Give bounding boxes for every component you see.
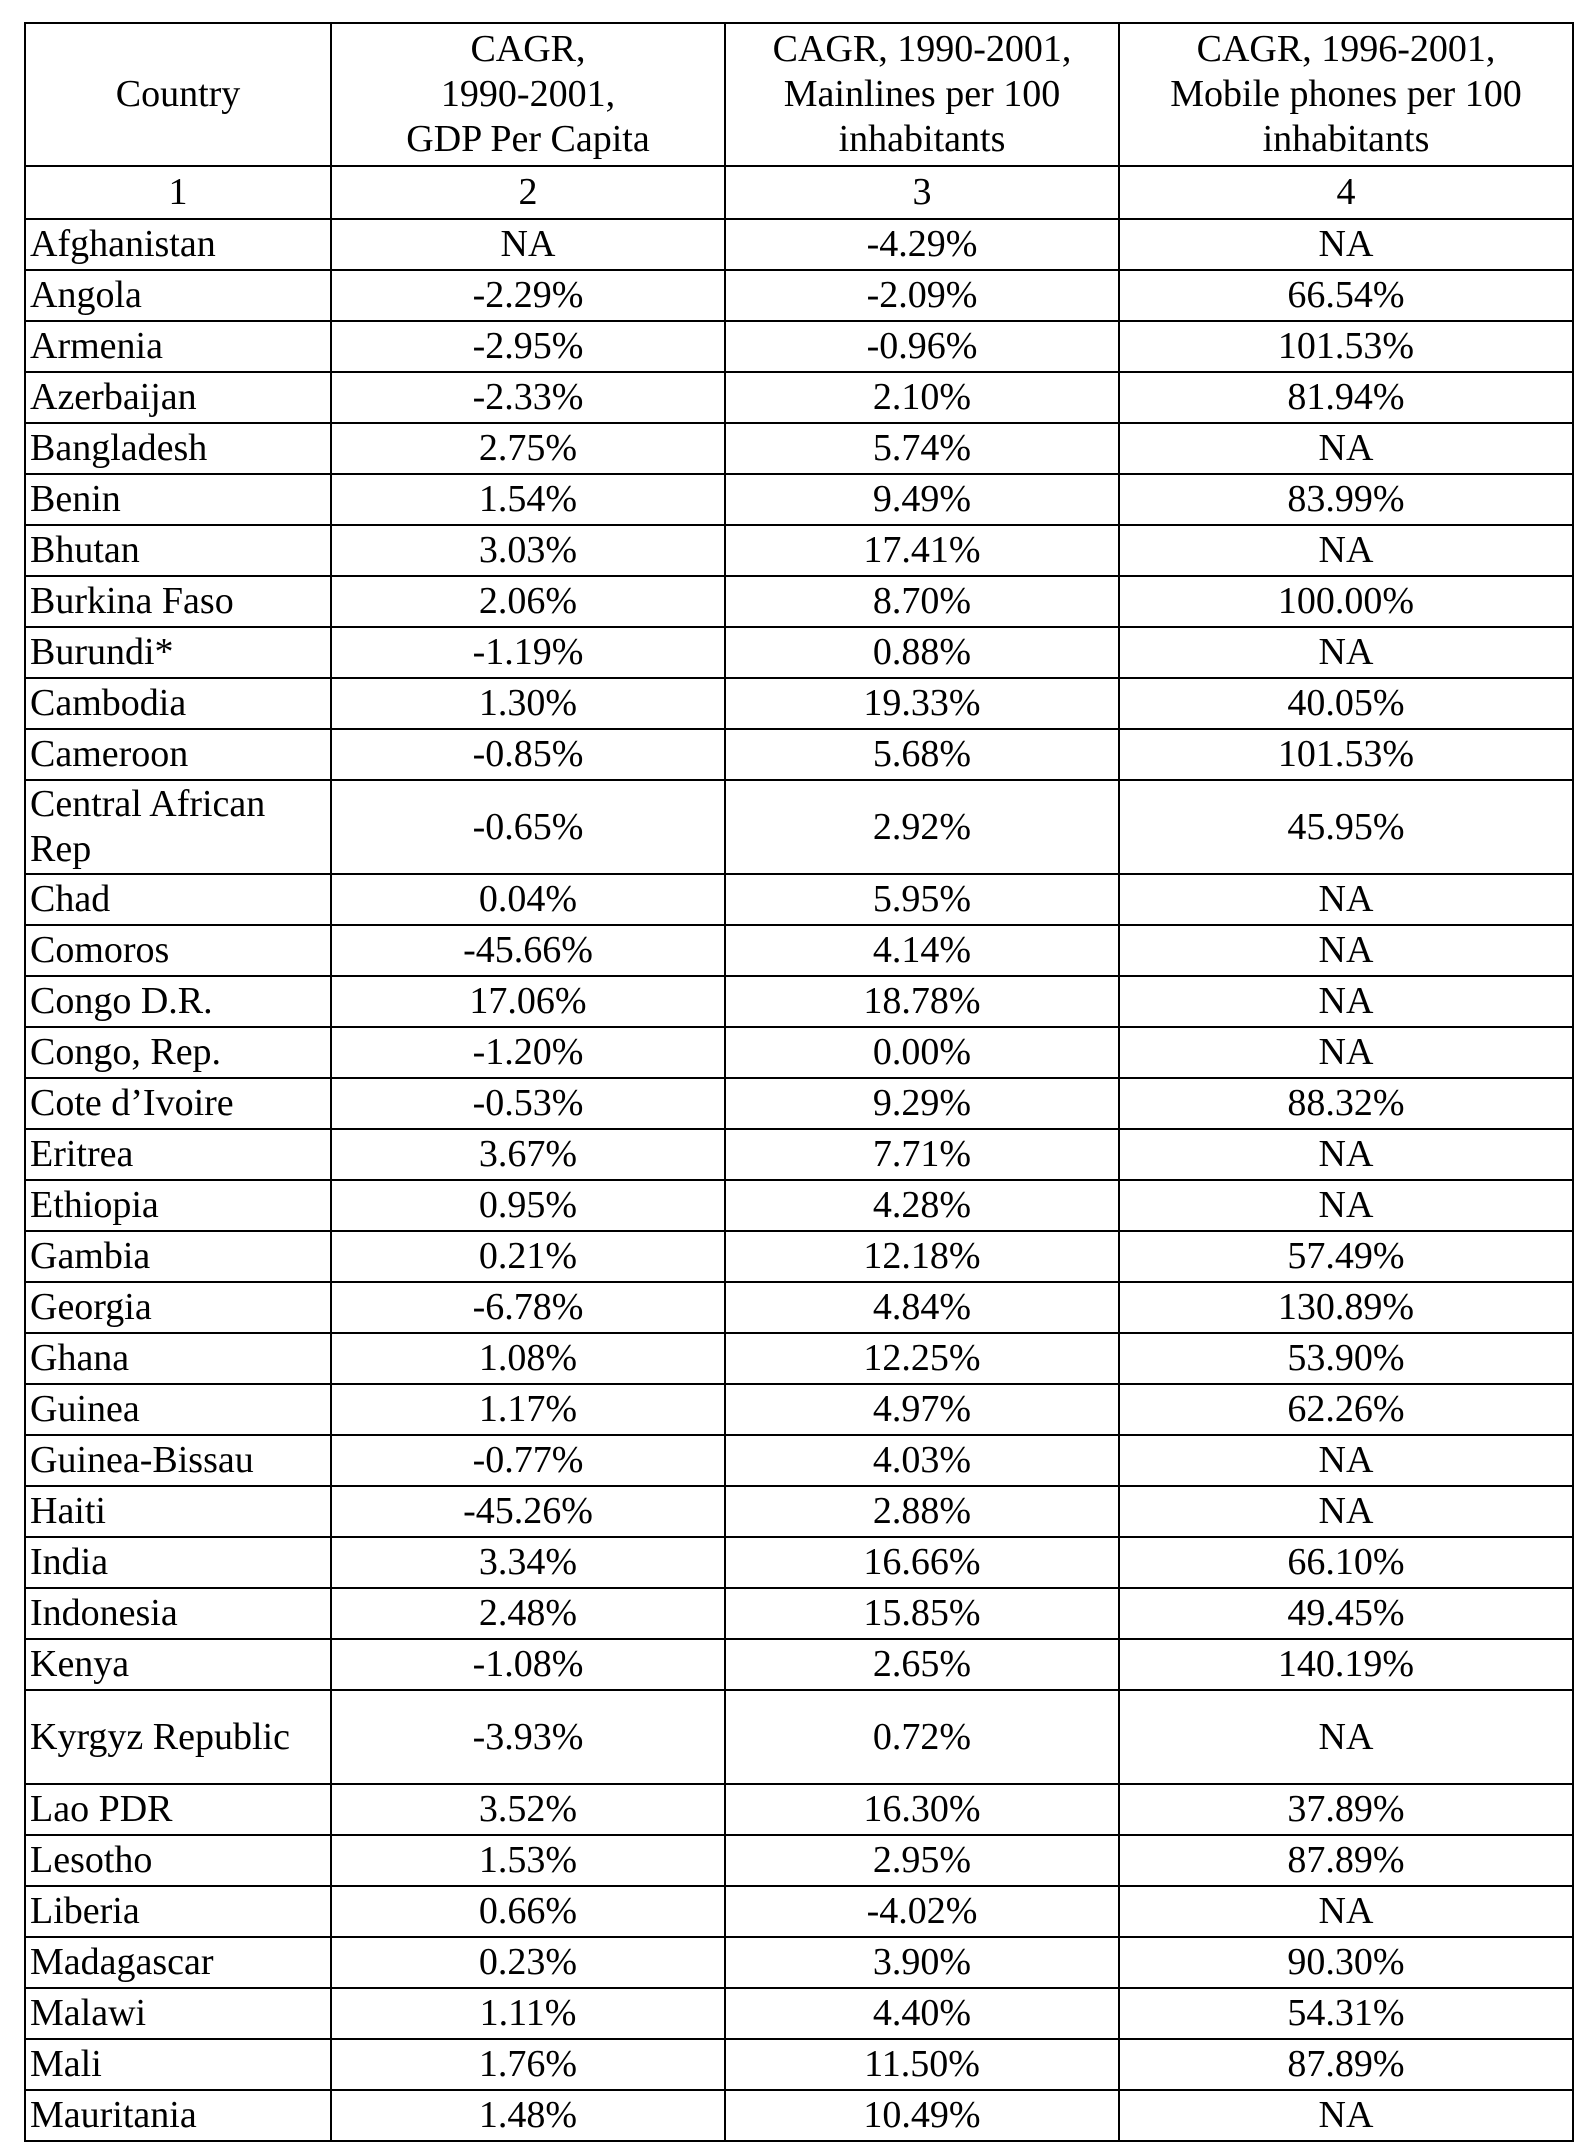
table-body	[25, 219, 1573, 2141]
country-cell: Kyrgyz Republic	[25, 1690, 331, 1784]
gdp-cagr-cell: -45.66%	[331, 925, 725, 976]
mainlines-cagr-cell: 4.03%	[725, 1435, 1119, 1486]
mainlines-cagr-cell: 4.97%	[725, 1384, 1119, 1435]
gdp-cagr-cell: -0.53%	[331, 1078, 725, 1129]
gdp-cagr-cell: 0.04%	[331, 874, 725, 925]
mobile-cagr-cell: NA	[1119, 1129, 1573, 1180]
mainlines-cagr-cell: 5.68%	[725, 729, 1119, 780]
gdp-cagr-cell: 1.54%	[331, 474, 725, 525]
table-row	[25, 321, 1573, 372]
mainlines-cagr-cell: 15.85%	[725, 1588, 1119, 1639]
gdp-cagr-cell: -1.19%	[331, 627, 725, 678]
country-cell: Cambodia	[25, 678, 331, 729]
country-cell: Congo, Rep.	[25, 1027, 331, 1078]
table-row	[25, 1435, 1573, 1486]
table-row	[25, 627, 1573, 678]
country-cell: Benin	[25, 474, 331, 525]
table-row	[25, 423, 1573, 474]
mainlines-cagr-cell: 2.88%	[725, 1486, 1119, 1537]
mobile-cagr-cell: 40.05%	[1119, 678, 1573, 729]
table-row	[25, 2090, 1573, 2141]
mainlines-cagr-cell: -4.29%	[725, 219, 1119, 270]
gdp-cagr-cell: 0.23%	[331, 1937, 725, 1988]
mobile-cagr-cell: NA	[1119, 1886, 1573, 1937]
mainlines-cagr-cell: 0.00%	[725, 1027, 1119, 1078]
country-cell: Lao PDR	[25, 1784, 331, 1835]
mainlines-cagr-cell: 4.28%	[725, 1180, 1119, 1231]
data-table	[24, 22, 1574, 2142]
mainlines-cagr-cell: 2.65%	[725, 1639, 1119, 1690]
mobile-cagr-cell: 83.99%	[1119, 474, 1573, 525]
mainlines-cagr-cell: -2.09%	[725, 270, 1119, 321]
country-cell: Angola	[25, 270, 331, 321]
gdp-cagr-cell: 2.75%	[331, 423, 725, 474]
country-cell: Bhutan	[25, 525, 331, 576]
mainlines-cagr-cell: 5.74%	[725, 423, 1119, 474]
country-cell: Mali	[25, 2039, 331, 2090]
mobile-cagr-cell: 100.00%	[1119, 576, 1573, 627]
mainlines-cagr-cell: 9.49%	[725, 474, 1119, 525]
country-cell: Indonesia	[25, 1588, 331, 1639]
table-row	[25, 1588, 1573, 1639]
table-row	[25, 1129, 1573, 1180]
country-cell: Guinea-Bissau	[25, 1435, 331, 1486]
country-cell: Mauritania	[25, 2090, 331, 2141]
table-row	[25, 1078, 1573, 1129]
mainlines-cagr-cell: 9.29%	[725, 1078, 1119, 1129]
mainlines-cagr-cell: 2.95%	[725, 1835, 1119, 1886]
mainlines-cagr-cell: 12.25%	[725, 1333, 1119, 1384]
table-row	[25, 1231, 1573, 1282]
mobile-cagr-cell: NA	[1119, 219, 1573, 270]
mobile-cagr-cell: 101.53%	[1119, 321, 1573, 372]
country-cell: Chad	[25, 874, 331, 925]
mobile-cagr-cell: NA	[1119, 525, 1573, 576]
country-cell: Afghanistan	[25, 219, 331, 270]
mainlines-cagr-cell: 11.50%	[725, 2039, 1119, 2090]
gdp-cagr-cell: 1.53%	[331, 1835, 725, 1886]
table-row	[25, 1537, 1573, 1588]
mobile-cagr-cell: 54.31%	[1119, 1988, 1573, 2039]
mobile-cagr-cell: 81.94%	[1119, 372, 1573, 423]
mobile-cagr-cell: 87.89%	[1119, 2039, 1573, 2090]
table-row	[25, 270, 1573, 321]
table-row	[25, 1690, 1573, 1784]
mobile-cagr-cell: 49.45%	[1119, 1588, 1573, 1639]
mainlines-cagr-cell: 4.40%	[725, 1988, 1119, 2039]
mobile-cagr-cell: 37.89%	[1119, 1784, 1573, 1835]
country-cell: Haiti	[25, 1486, 331, 1537]
gdp-cagr-cell: -2.29%	[331, 270, 725, 321]
table-row	[25, 1027, 1573, 1078]
mobile-cagr-cell: NA	[1119, 423, 1573, 474]
header-row	[25, 23, 1573, 166]
country-cell: Bangladesh	[25, 423, 331, 474]
mainlines-cagr-cell: 0.72%	[725, 1690, 1119, 1784]
table-row	[25, 2039, 1573, 2090]
gdp-cagr-cell: -0.77%	[331, 1435, 725, 1486]
gdp-cagr-cell: 0.66%	[331, 1886, 725, 1937]
gdp-cagr-cell: -3.93%	[331, 1690, 725, 1784]
header-mainlines: CAGR, 1990-2001, Mainlines per 100 inhabitants	[725, 23, 1119, 166]
table-row	[25, 1384, 1573, 1435]
country-cell: Kenya	[25, 1639, 331, 1690]
country-cell: Ethiopia	[25, 1180, 331, 1231]
mainlines-cagr-cell: 16.66%	[725, 1537, 1119, 1588]
country-cell: Armenia	[25, 321, 331, 372]
column-number: 4	[1119, 166, 1573, 219]
mainlines-cagr-cell: 4.14%	[725, 925, 1119, 976]
table-row	[25, 576, 1573, 627]
column-number: 2	[331, 166, 725, 219]
gdp-cagr-cell: 3.52%	[331, 1784, 725, 1835]
mainlines-cagr-cell: 19.33%	[725, 678, 1119, 729]
table-row	[25, 1988, 1573, 2039]
mainlines-cagr-cell: 18.78%	[725, 976, 1119, 1027]
table-row	[25, 1784, 1573, 1835]
mainlines-cagr-cell: 12.18%	[725, 1231, 1119, 1282]
table-row	[25, 1639, 1573, 1690]
mobile-cagr-cell: 66.54%	[1119, 270, 1573, 321]
country-cell: Liberia	[25, 1886, 331, 1937]
mainlines-cagr-cell: 2.10%	[725, 372, 1119, 423]
country-cell: Central African Rep	[25, 780, 331, 874]
mainlines-cagr-cell: 2.92%	[725, 780, 1119, 874]
gdp-cagr-cell: -1.20%	[331, 1027, 725, 1078]
mobile-cagr-cell: 87.89%	[1119, 1835, 1573, 1886]
table-row	[25, 729, 1573, 780]
table-row	[25, 976, 1573, 1027]
table-row	[25, 219, 1573, 270]
country-cell: Azerbaijan	[25, 372, 331, 423]
gdp-cagr-cell: 3.67%	[331, 1129, 725, 1180]
column-number: 3	[725, 166, 1119, 219]
mainlines-cagr-cell: 7.71%	[725, 1129, 1119, 1180]
header-gdp-per-capita: CAGR, 1990-2001, GDP Per Capita	[331, 23, 725, 166]
gdp-cagr-cell: 1.17%	[331, 1384, 725, 1435]
gdp-cagr-cell: 1.76%	[331, 2039, 725, 2090]
gdp-cagr-cell: 1.30%	[331, 678, 725, 729]
mainlines-cagr-cell: 16.30%	[725, 1784, 1119, 1835]
mobile-cagr-cell: NA	[1119, 976, 1573, 1027]
gdp-cagr-cell: 0.21%	[331, 1231, 725, 1282]
header-country: Country	[25, 23, 331, 166]
gdp-cagr-cell: 17.06%	[331, 976, 725, 1027]
country-cell: Eritrea	[25, 1129, 331, 1180]
mainlines-cagr-cell: 4.84%	[725, 1282, 1119, 1333]
mobile-cagr-cell: NA	[1119, 1027, 1573, 1078]
mobile-cagr-cell: 66.10%	[1119, 1537, 1573, 1588]
mobile-cagr-cell: NA	[1119, 1180, 1573, 1231]
mobile-cagr-cell: NA	[1119, 2090, 1573, 2141]
column-number-row	[25, 166, 1573, 219]
mobile-cagr-cell: 45.95%	[1119, 780, 1573, 874]
mainlines-cagr-cell: 0.88%	[725, 627, 1119, 678]
gdp-cagr-cell: -0.65%	[331, 780, 725, 874]
mainlines-cagr-cell: 5.95%	[725, 874, 1119, 925]
table-row	[25, 1282, 1573, 1333]
country-cell: Cameroon	[25, 729, 331, 780]
gdp-cagr-cell: 2.48%	[331, 1588, 725, 1639]
mainlines-cagr-cell: 8.70%	[725, 576, 1119, 627]
column-number: 1	[25, 166, 331, 219]
country-cell: Burundi*	[25, 627, 331, 678]
mobile-cagr-cell: 90.30%	[1119, 1937, 1573, 1988]
country-cell: Burkina Faso	[25, 576, 331, 627]
mobile-cagr-cell: 130.89%	[1119, 1282, 1573, 1333]
mobile-cagr-cell: NA	[1119, 925, 1573, 976]
gdp-cagr-cell: -1.08%	[331, 1639, 725, 1690]
gdp-cagr-cell: 1.11%	[331, 1988, 725, 2039]
mainlines-cagr-cell: -4.02%	[725, 1886, 1119, 1937]
mobile-cagr-cell: 62.26%	[1119, 1384, 1573, 1435]
gdp-cagr-cell: 3.03%	[331, 525, 725, 576]
country-cell: Gambia	[25, 1231, 331, 1282]
country-cell: India	[25, 1537, 331, 1588]
mobile-cagr-cell: 53.90%	[1119, 1333, 1573, 1384]
table-row	[25, 1180, 1573, 1231]
mobile-cagr-cell: NA	[1119, 1486, 1573, 1537]
country-cell: Guinea	[25, 1384, 331, 1435]
gdp-cagr-cell: 0.95%	[331, 1180, 725, 1231]
table-row	[25, 678, 1573, 729]
mainlines-cagr-cell: 3.90%	[725, 1937, 1119, 1988]
table-row	[25, 1333, 1573, 1384]
table-row	[25, 525, 1573, 576]
mobile-cagr-cell: 88.32%	[1119, 1078, 1573, 1129]
country-cell: Cote d’Ivoire	[25, 1078, 331, 1129]
mainlines-cagr-cell: 10.49%	[725, 2090, 1119, 2141]
table-row	[25, 925, 1573, 976]
gdp-cagr-cell: -6.78%	[331, 1282, 725, 1333]
gdp-cagr-cell: 3.34%	[331, 1537, 725, 1588]
table-row	[25, 474, 1573, 525]
table-row	[25, 372, 1573, 423]
mobile-cagr-cell: NA	[1119, 1690, 1573, 1784]
country-cell: Malawi	[25, 1988, 331, 2039]
country-cell: Comoros	[25, 925, 331, 976]
gdp-cagr-cell: NA	[331, 219, 725, 270]
header-mobile-phones: CAGR, 1996-2001, Mobile phones per 100 inhabitants	[1119, 23, 1573, 166]
gdp-cagr-cell: -0.85%	[331, 729, 725, 780]
table-row	[25, 874, 1573, 925]
country-cell: Georgia	[25, 1282, 331, 1333]
gdp-cagr-cell: -2.95%	[331, 321, 725, 372]
mainlines-cagr-cell: -0.96%	[725, 321, 1119, 372]
table-row	[25, 1486, 1573, 1537]
mainlines-cagr-cell: 17.41%	[725, 525, 1119, 576]
gdp-cagr-cell: -45.26%	[331, 1486, 725, 1537]
gdp-cagr-cell: 2.06%	[331, 576, 725, 627]
table-row	[25, 1835, 1573, 1886]
mobile-cagr-cell: 101.53%	[1119, 729, 1573, 780]
table-row	[25, 780, 1573, 874]
table-row	[25, 1937, 1573, 1988]
country-cell: Lesotho	[25, 1835, 331, 1886]
gdp-cagr-cell: 1.08%	[331, 1333, 725, 1384]
table-row	[25, 1886, 1573, 1937]
country-cell: Madagascar	[25, 1937, 331, 1988]
country-cell: Ghana	[25, 1333, 331, 1384]
gdp-cagr-cell: -2.33%	[331, 372, 725, 423]
mobile-cagr-cell: 57.49%	[1119, 1231, 1573, 1282]
country-cell: Congo D.R.	[25, 976, 331, 1027]
mobile-cagr-cell: 140.19%	[1119, 1639, 1573, 1690]
mobile-cagr-cell: NA	[1119, 627, 1573, 678]
mobile-cagr-cell: NA	[1119, 1435, 1573, 1486]
mobile-cagr-cell: NA	[1119, 874, 1573, 925]
gdp-cagr-cell: 1.48%	[331, 2090, 725, 2141]
